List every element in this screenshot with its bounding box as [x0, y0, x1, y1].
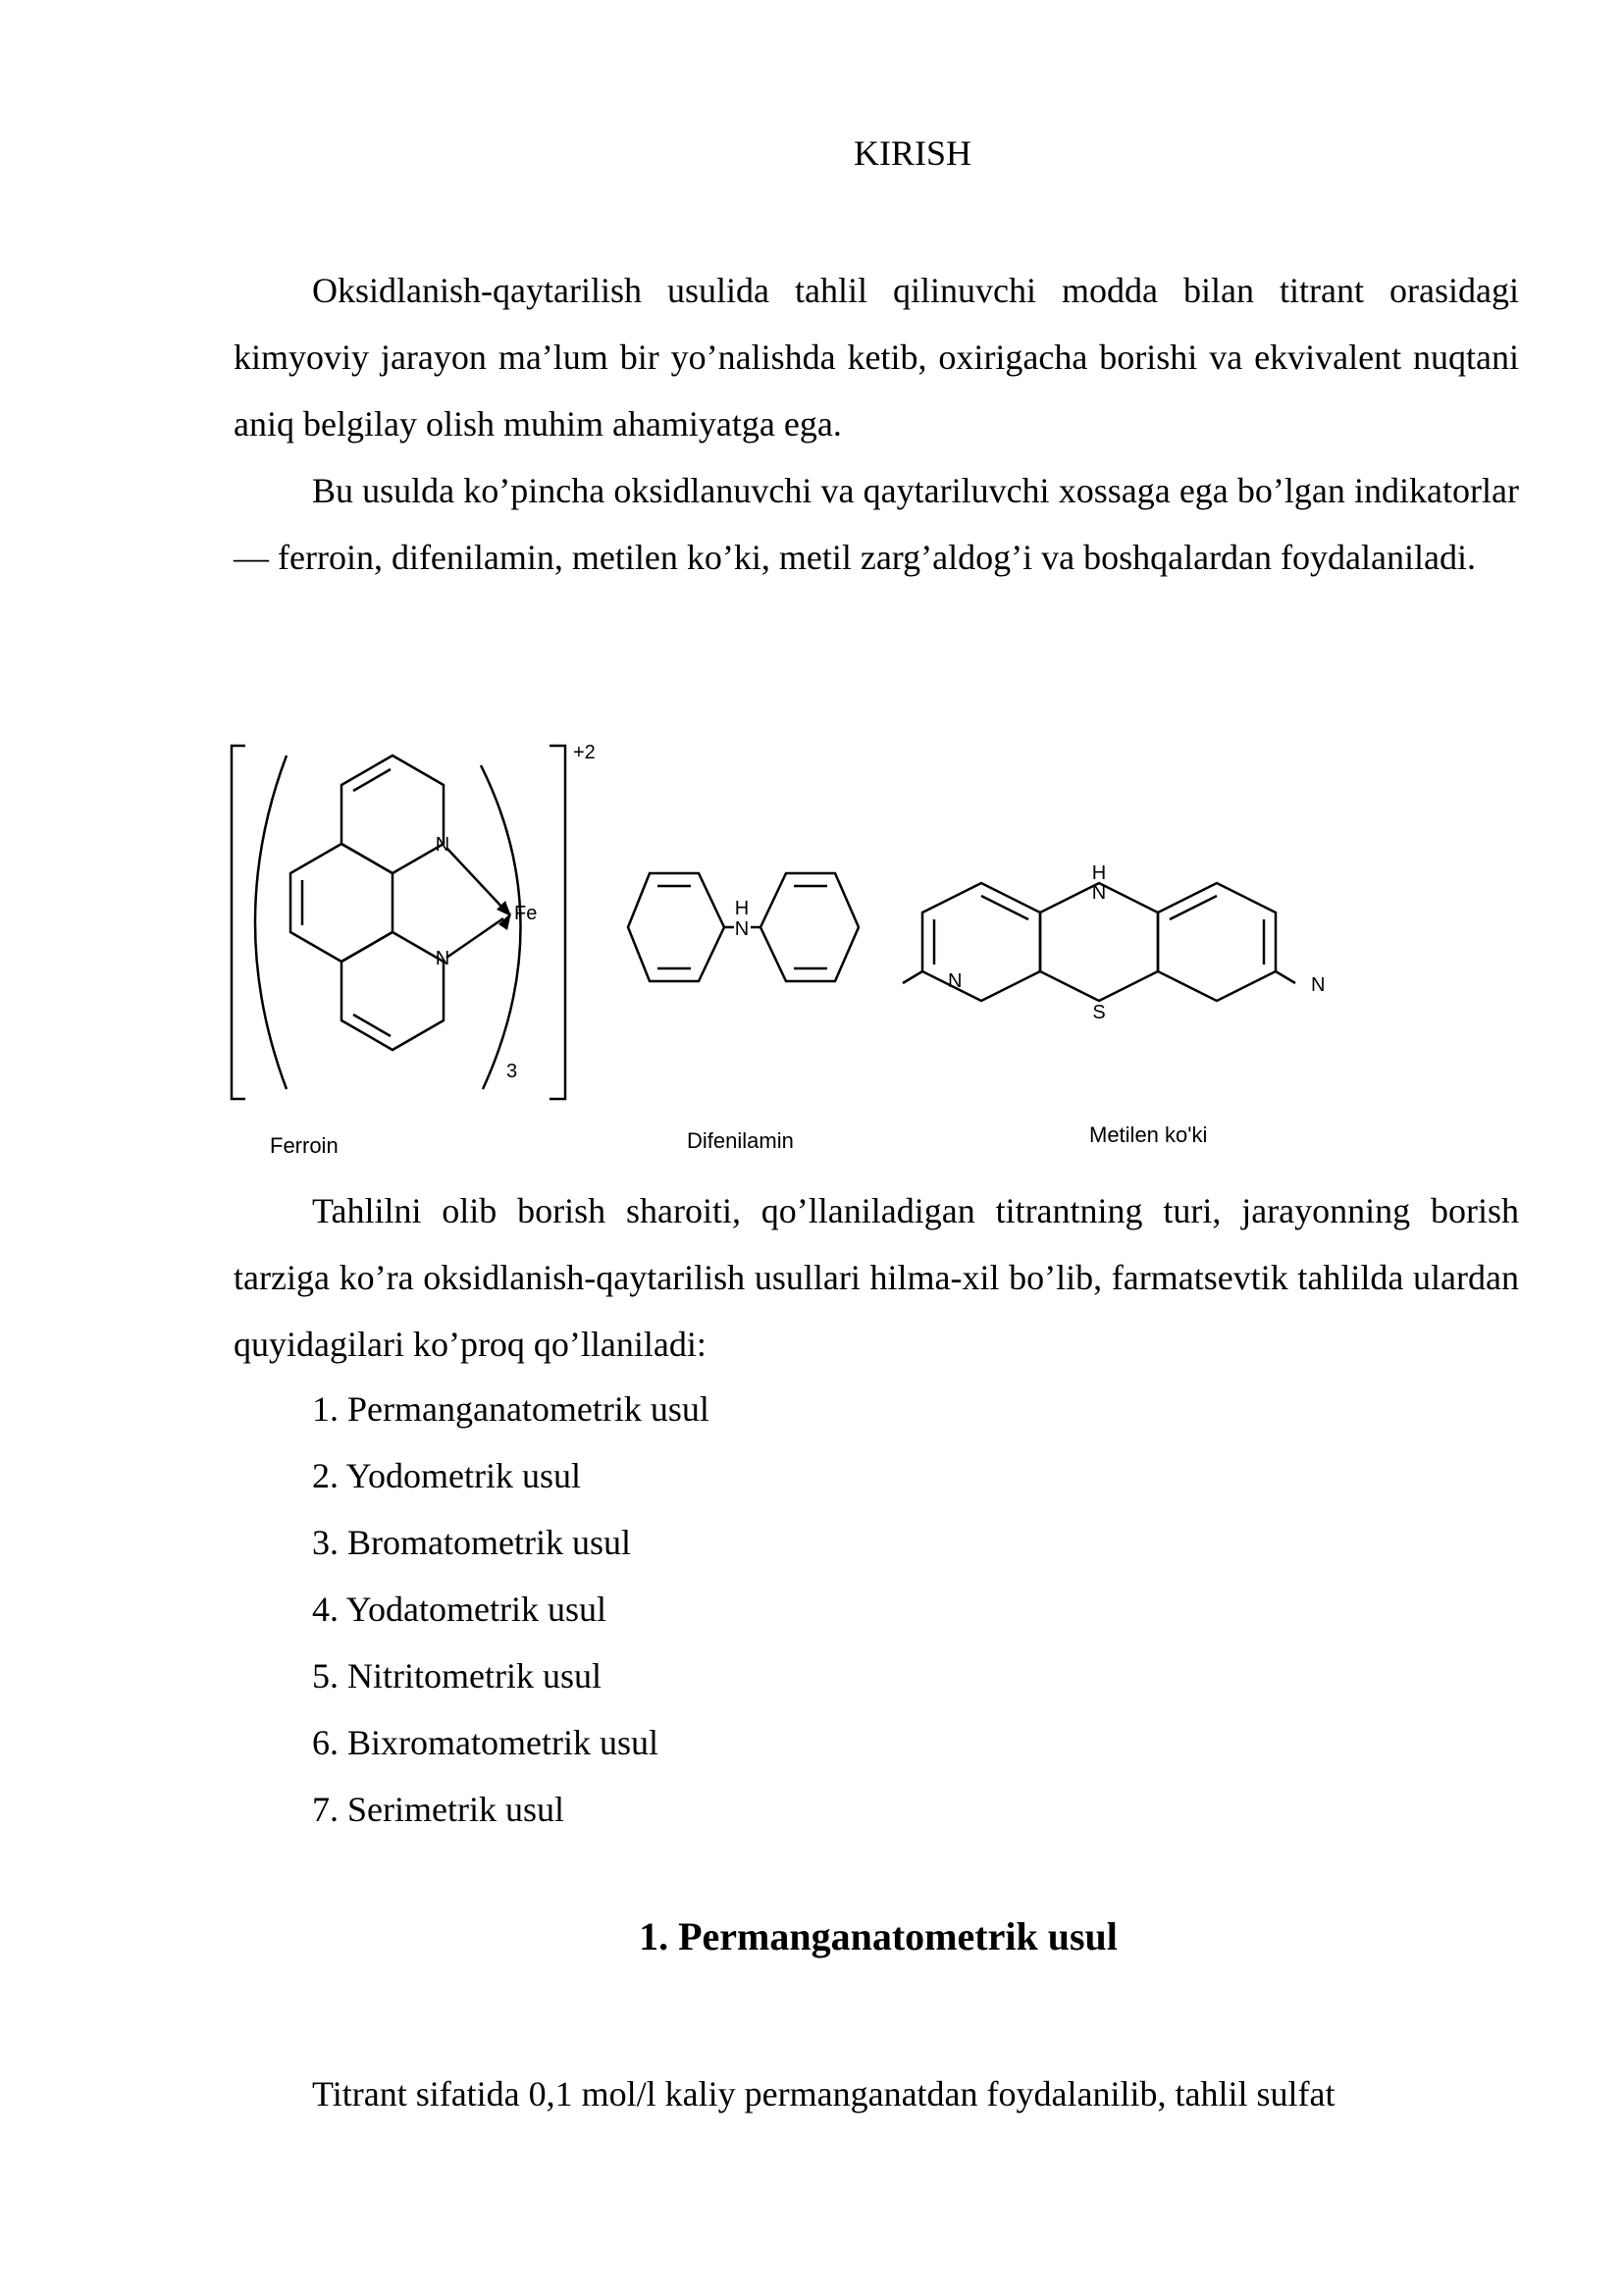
diphenylamine-n: N — [734, 918, 750, 940]
charge-label: +2 — [573, 742, 596, 763]
ring-bottom — [341, 932, 444, 1050]
ferroin-n-top: N — [435, 834, 450, 856]
paragraph-methods-intro: Tahlilni olib borish sharoiti, qo’llaniladigan titrantning turi, jarayonning borish tarziga ko’ra oksidlanish-qaytarilish usullari hilma-xil bo’lib, farmatsevtik tahlilda ulardan quyidagilari ko’proq qo’llaniladi: — [234, 1191, 1519, 1364]
phenyl-left — [628, 873, 724, 981]
list-item: 3. Bromatometrik usul — [312, 1523, 631, 1562]
mb-ring-left — [922, 883, 1040, 1001]
list-item: 6. Bixromatometrik usul — [312, 1723, 658, 1762]
caption-difenilamin: Difenilamin — [687, 1128, 794, 1153]
ring-middle — [290, 844, 393, 962]
caption-ferroin: Ferroin — [270, 1133, 339, 1158]
list-item: 1. Permanganatometrik usul — [312, 1389, 709, 1429]
structures-svg — [226, 726, 1531, 1177]
paragraph-indicators: Bu usulda ko’pincha oksidlanuvchi va qaytariluvchi xossaga ega bo’lgan indikatorlar — ferroin, difenilamin, metilen ko’ki, metil zarg’aldog’i va boshqalardan foydalaniladi. — [234, 471, 1519, 577]
mb-n: N — [1091, 882, 1107, 904]
indicator-structures-figure — [226, 726, 1531, 1177]
ligand-count-label: 3 — [506, 1061, 518, 1082]
paragraph-titrant: Titrant sifatida 0,1 mol/l kaliy permanganatdan foydalanilib, tahlil sulfat — [312, 2074, 1336, 2113]
ferroin-n-bottom: N — [435, 948, 450, 969]
mb-n-left: N — [948, 970, 963, 992]
left-paren — [255, 756, 287, 1089]
caption-metilen: Metilen ko'ki — [1089, 1122, 1208, 1147]
mb-s: S — [1092, 1002, 1106, 1023]
diphenylamine-h: H — [734, 898, 750, 919]
section-heading: 1. Permanganatometrik usul — [639, 1914, 1118, 1958]
list-item: 7. Serimetrik usul — [312, 1790, 564, 1829]
right-bracket — [550, 746, 565, 1099]
page-title: KIRISH — [853, 133, 971, 173]
list-item: 5. Nitritometrik usul — [312, 1656, 602, 1696]
list-item: 4. Yodatometrik usul — [312, 1590, 607, 1629]
paragraph-intro: Oksidlanish-qaytarilish usulida tahlil qilinuvchi modda bilan titrant orasidagi kimyoviy jarayon ma’lum bir yo’nalishda ketib, oxirigacha borishi va ekvivalent nuqtani aniq belgilay olish muhim ahamiyatga ega. — [234, 271, 1519, 444]
ring-top — [341, 756, 444, 873]
mb-n-right: N — [1311, 974, 1326, 996]
methods-list — [312, 1376, 709, 1843]
right-paren — [481, 765, 521, 1089]
phenyl-right — [760, 873, 859, 981]
fe-label: Fe — [514, 903, 538, 924]
mb-h: H — [1091, 862, 1107, 884]
mb-ring-right — [1158, 883, 1276, 1001]
left-bracket — [232, 746, 245, 1099]
list-item: 2. Yodometrik usul — [312, 1456, 582, 1495]
